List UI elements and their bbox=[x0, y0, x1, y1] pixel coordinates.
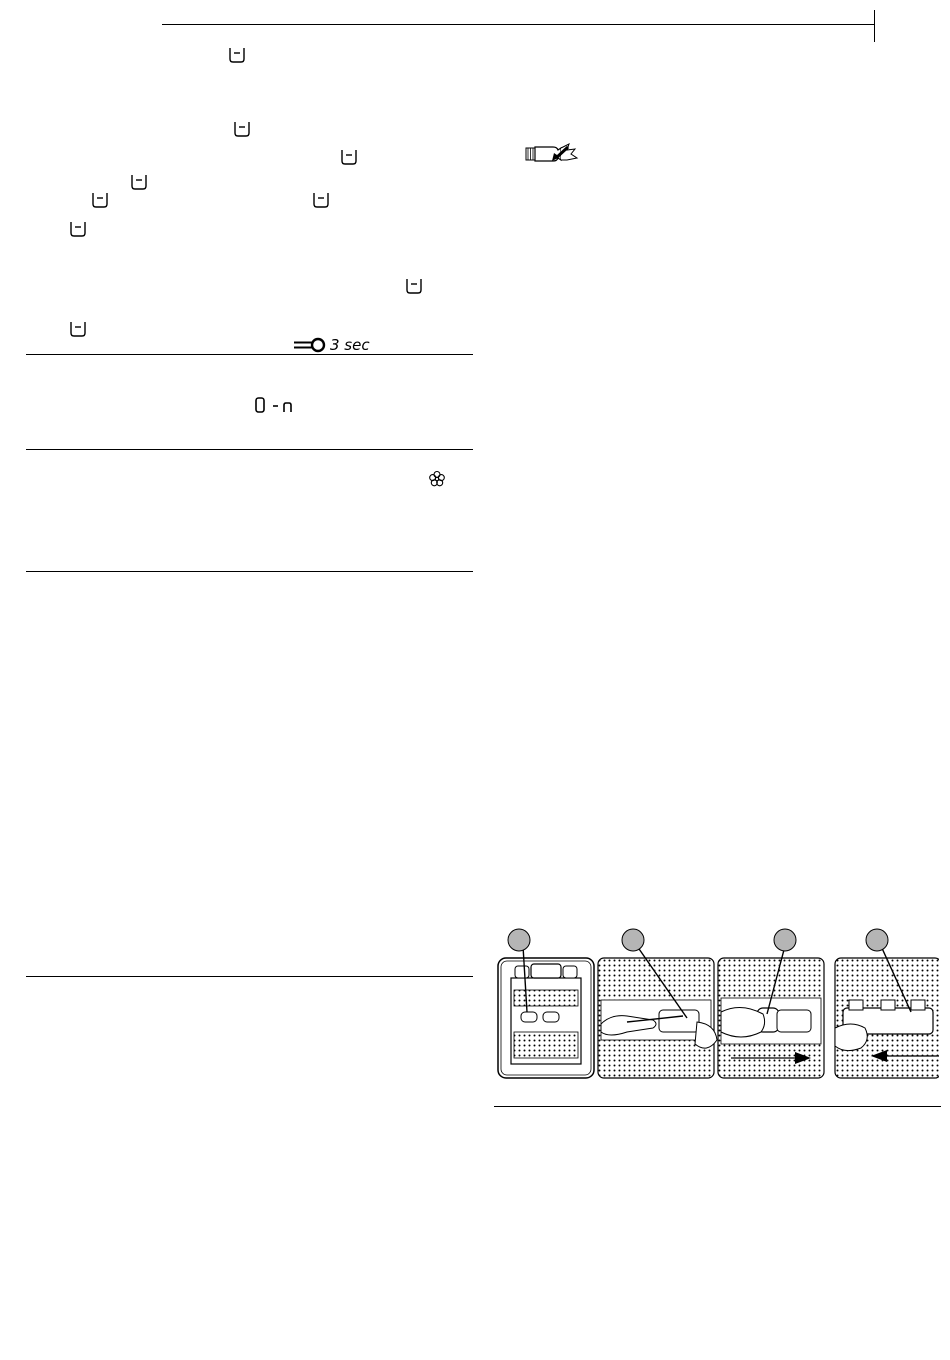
section-divider bbox=[26, 571, 473, 572]
detergent-cup-icon bbox=[312, 191, 330, 209]
filter-cartridge-icon bbox=[523, 140, 583, 168]
detergent-cup-icon bbox=[405, 277, 423, 295]
key-lock-icon bbox=[293, 336, 327, 354]
lock-duration-label: 3 sec bbox=[330, 336, 370, 354]
segment-display-icon bbox=[253, 396, 303, 416]
detergent-cup-icon bbox=[91, 191, 109, 209]
illustration-divider bbox=[494, 1106, 941, 1107]
step-illustration-4 bbox=[815, 928, 939, 1080]
section-divider bbox=[26, 449, 473, 450]
header-rule bbox=[162, 24, 874, 25]
detergent-cup-icon bbox=[340, 148, 358, 166]
detergent-cup-icon bbox=[69, 320, 87, 338]
section-divider bbox=[26, 976, 473, 977]
segment-display-glyphs bbox=[253, 396, 303, 416]
detergent-cup-icon bbox=[130, 173, 148, 191]
detergent-cup-icon bbox=[233, 120, 251, 138]
header-tick bbox=[874, 10, 875, 42]
step-illustration-2 bbox=[597, 928, 721, 1080]
detergent-cup-icon bbox=[69, 220, 87, 238]
detergent-cup-icon bbox=[228, 46, 246, 64]
section-divider bbox=[26, 354, 473, 355]
child-lock-indicator bbox=[293, 334, 393, 356]
softener-flower-icon bbox=[428, 470, 446, 488]
